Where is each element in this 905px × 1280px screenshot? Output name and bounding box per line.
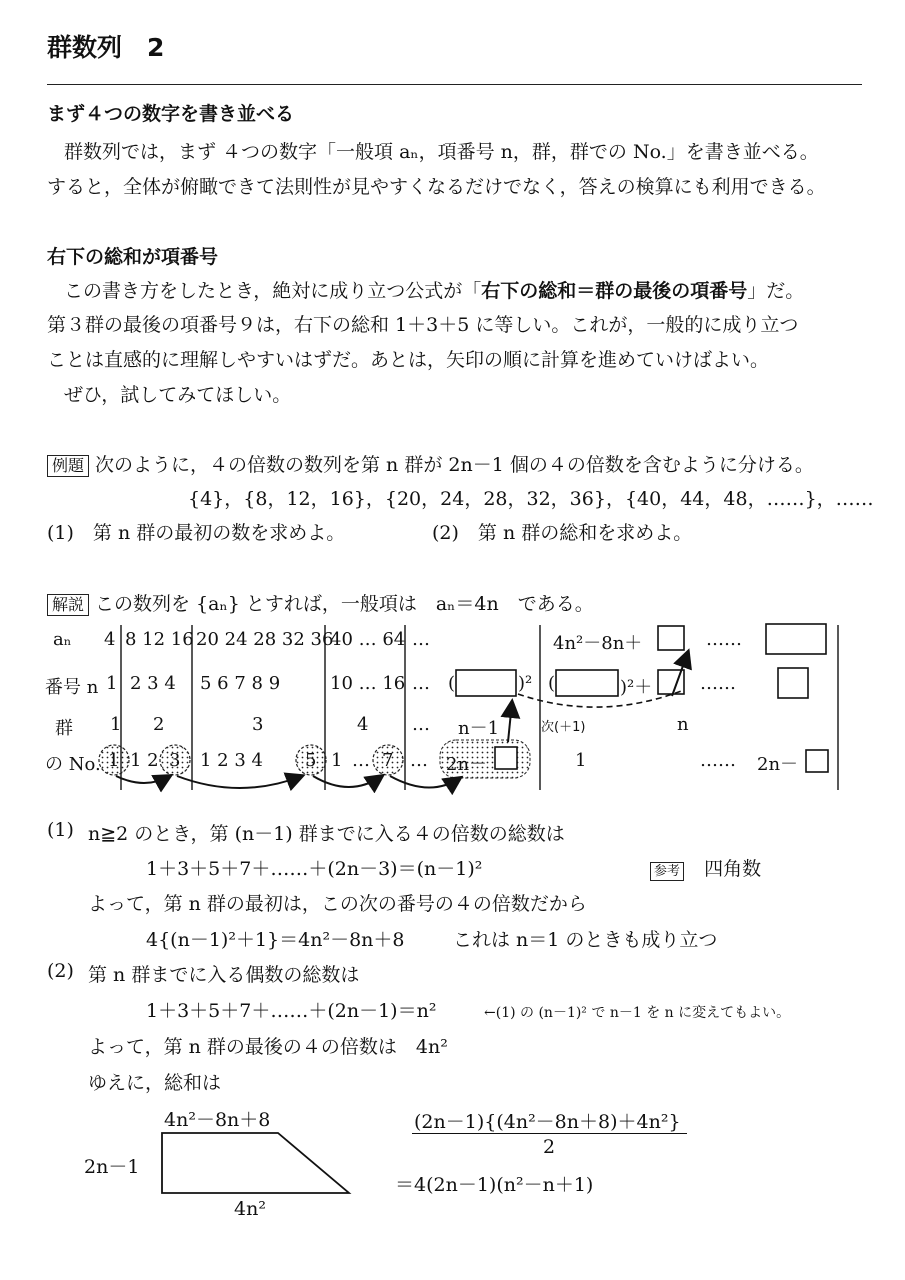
section2-line1-pre: この書き方をしたとき，絶対に成り立つ公式が「 [64,280,482,302]
no-cell-5: 5 [305,750,317,771]
no-cell-1: 1 [108,750,120,771]
no-cell-last: 2n－ [446,754,488,775]
part2-line2: よって，第 n 群の最後の４の倍数は 4n² [88,1036,448,1058]
solution-intro-text: この数列を {aₙ} とすれば，一般項は aₙ＝4n である。 [95,593,594,615]
section1-line2: すると，全体が俯瞰できて法則性が見やすくなるだけでなく，答えの検算にも利用できる。 [47,176,826,198]
row-label-a: aₙ [53,629,72,650]
index-paren-close-1: )² [518,673,533,694]
part2-line1: 第 n 群までに入る偶数の総数は [88,964,360,986]
group-cell-4: 4 [357,714,369,735]
value-cell-n: 4n²－8n＋ [553,633,643,654]
value-cell-dots: …… [706,629,742,650]
index-cell-dots: …… [700,673,736,694]
reference-tag: 参考 [650,862,684,881]
index-cell-2: 2 3 4 [130,673,176,694]
no-cell-dots: …… [700,750,736,771]
part1-eq2: 4{(n－1)²＋1}＝4n²－8n＋8 [146,929,405,951]
value-cell-2: 8 12 16 [125,629,194,650]
no-cell-next-1: 1 [575,750,587,771]
reference-text: 四角数 [704,858,762,880]
example-question-2: (2) 第 n 群の総和を求めよ。 [432,522,693,544]
example-problem-text: 次のように，４の倍数の数列を第 n 群が 2n－1 個の４の倍数を含むように分ける。 [95,454,814,476]
index-paren-open-1: ( [448,673,456,694]
part1-note: これは n＝1 のときも成り立つ [453,929,718,951]
sum-numerator: (2n－1){(4n²－8n＋8)＋4n²} [414,1111,681,1133]
group-cell-5: … [412,714,430,735]
section1-line1: 群数列では，まず ４つの数字「一般項 aₙ，項番号 n，群，群での No.」を書き並べる。 [64,141,819,163]
group-cell-n: n [677,714,689,735]
section2-line4: ぜひ，試してみてほしい。 [64,384,292,406]
section2-line3: ことは直感的に理解しやすいはずだ。あとは，矢印の順に計算を進めていけばよい。 [47,349,770,371]
row-label-index: 番号 n [45,677,99,698]
index-cell-5: … [412,673,430,694]
value-cell-3: 20 24 28 32 36 [196,629,334,650]
section2-line2: 第３群の最後の項番号９は，右下の総和 1＋3＋5 に等しい。これが，一般的に成り立つ [47,314,799,336]
part1-eq1: 1＋3＋5＋7＋……＋(2n－3)＝(n－1)² [146,858,483,880]
value-cell-5: … [412,629,430,650]
fraction-bar [412,1133,687,1134]
index-paren-open-2: ( [548,673,556,694]
no-cell-4: 1 2 3 4 [200,750,263,771]
no-cell-8: 7 [382,750,394,771]
group-cell-next: 次(＋1) [541,720,586,735]
sum-denominator: 2 [543,1136,556,1158]
section2-key-formula: 右下の総和＝群の最後の項番号 [481,280,748,302]
row-label-no: の No. [45,754,101,775]
group-cell-2: 2 [153,714,165,735]
index-cell-3: 5 6 7 8 9 [200,673,281,694]
no-cell-7: … [352,750,370,771]
section1-heading: まず４つの数字を書き並べる [47,103,295,125]
index-cell-4: 10 … 16 [330,673,406,694]
no-cell-2: 1 2 [130,750,159,771]
value-cell-1: 4 [104,629,116,650]
part1-line2: よって，第 n 群の最初は，この次の番号の４の倍数だから [88,893,587,915]
section2-line1-post: 」だ。 [747,280,805,302]
part2-line3: ゆえに，総和は [88,1072,222,1094]
solution-tag: 解説 [47,594,89,616]
no-cell-3: 3 [169,750,181,771]
index-paren-close-2: )²＋ [620,677,653,698]
example-sequence: {4}，{8，12，16}，{20，24，28，32，36}，{40，44，48，……}，…… [188,488,874,510]
value-cell-4: 40 … 64 [330,629,406,650]
no-cell-9: … [410,750,428,771]
part1-line1: n≧2 のとき，第 (n－1) 群までに入る４の倍数の総数は [88,823,565,845]
part1-reference [650,854,761,881]
row-label-group: 群 [55,718,73,739]
trapezoid-top-label: 4n²－8n＋8 [164,1109,271,1131]
example-tag: 例題 [47,455,89,477]
example-question-1: (1) 第 n 群の最初の数を求めよ。 [47,522,346,544]
index-cell-1: 1 [106,673,118,694]
trapezoid-bottom-label: 4n² [234,1198,266,1220]
trapezoid-figure [162,1133,349,1193]
section2-heading: 右下の総和が項番号 [47,246,219,268]
part2-label: (2) [47,960,74,982]
page-title: 群数列 2 [47,33,165,62]
no-cell-6: 1 [331,750,343,771]
trapezoid-height-label: 2n－1 [84,1156,140,1178]
part2-eq1: 1＋3＋5＋7＋……＋(2n－1)＝n² [146,1000,437,1022]
group-cell-3: 3 [252,714,264,735]
part2-note: ←(1) の (n－1)² で n－1 を n に変えてもよい。 [484,1005,791,1021]
no-cell-final: 2n－ [757,754,799,775]
group-cell-n-1: n－1 [458,718,500,739]
part1-label: (1) [47,819,74,841]
sum-result: ＝4(2n－1)(n²－n＋1) [395,1174,594,1196]
group-cell-1: 1 [110,714,122,735]
